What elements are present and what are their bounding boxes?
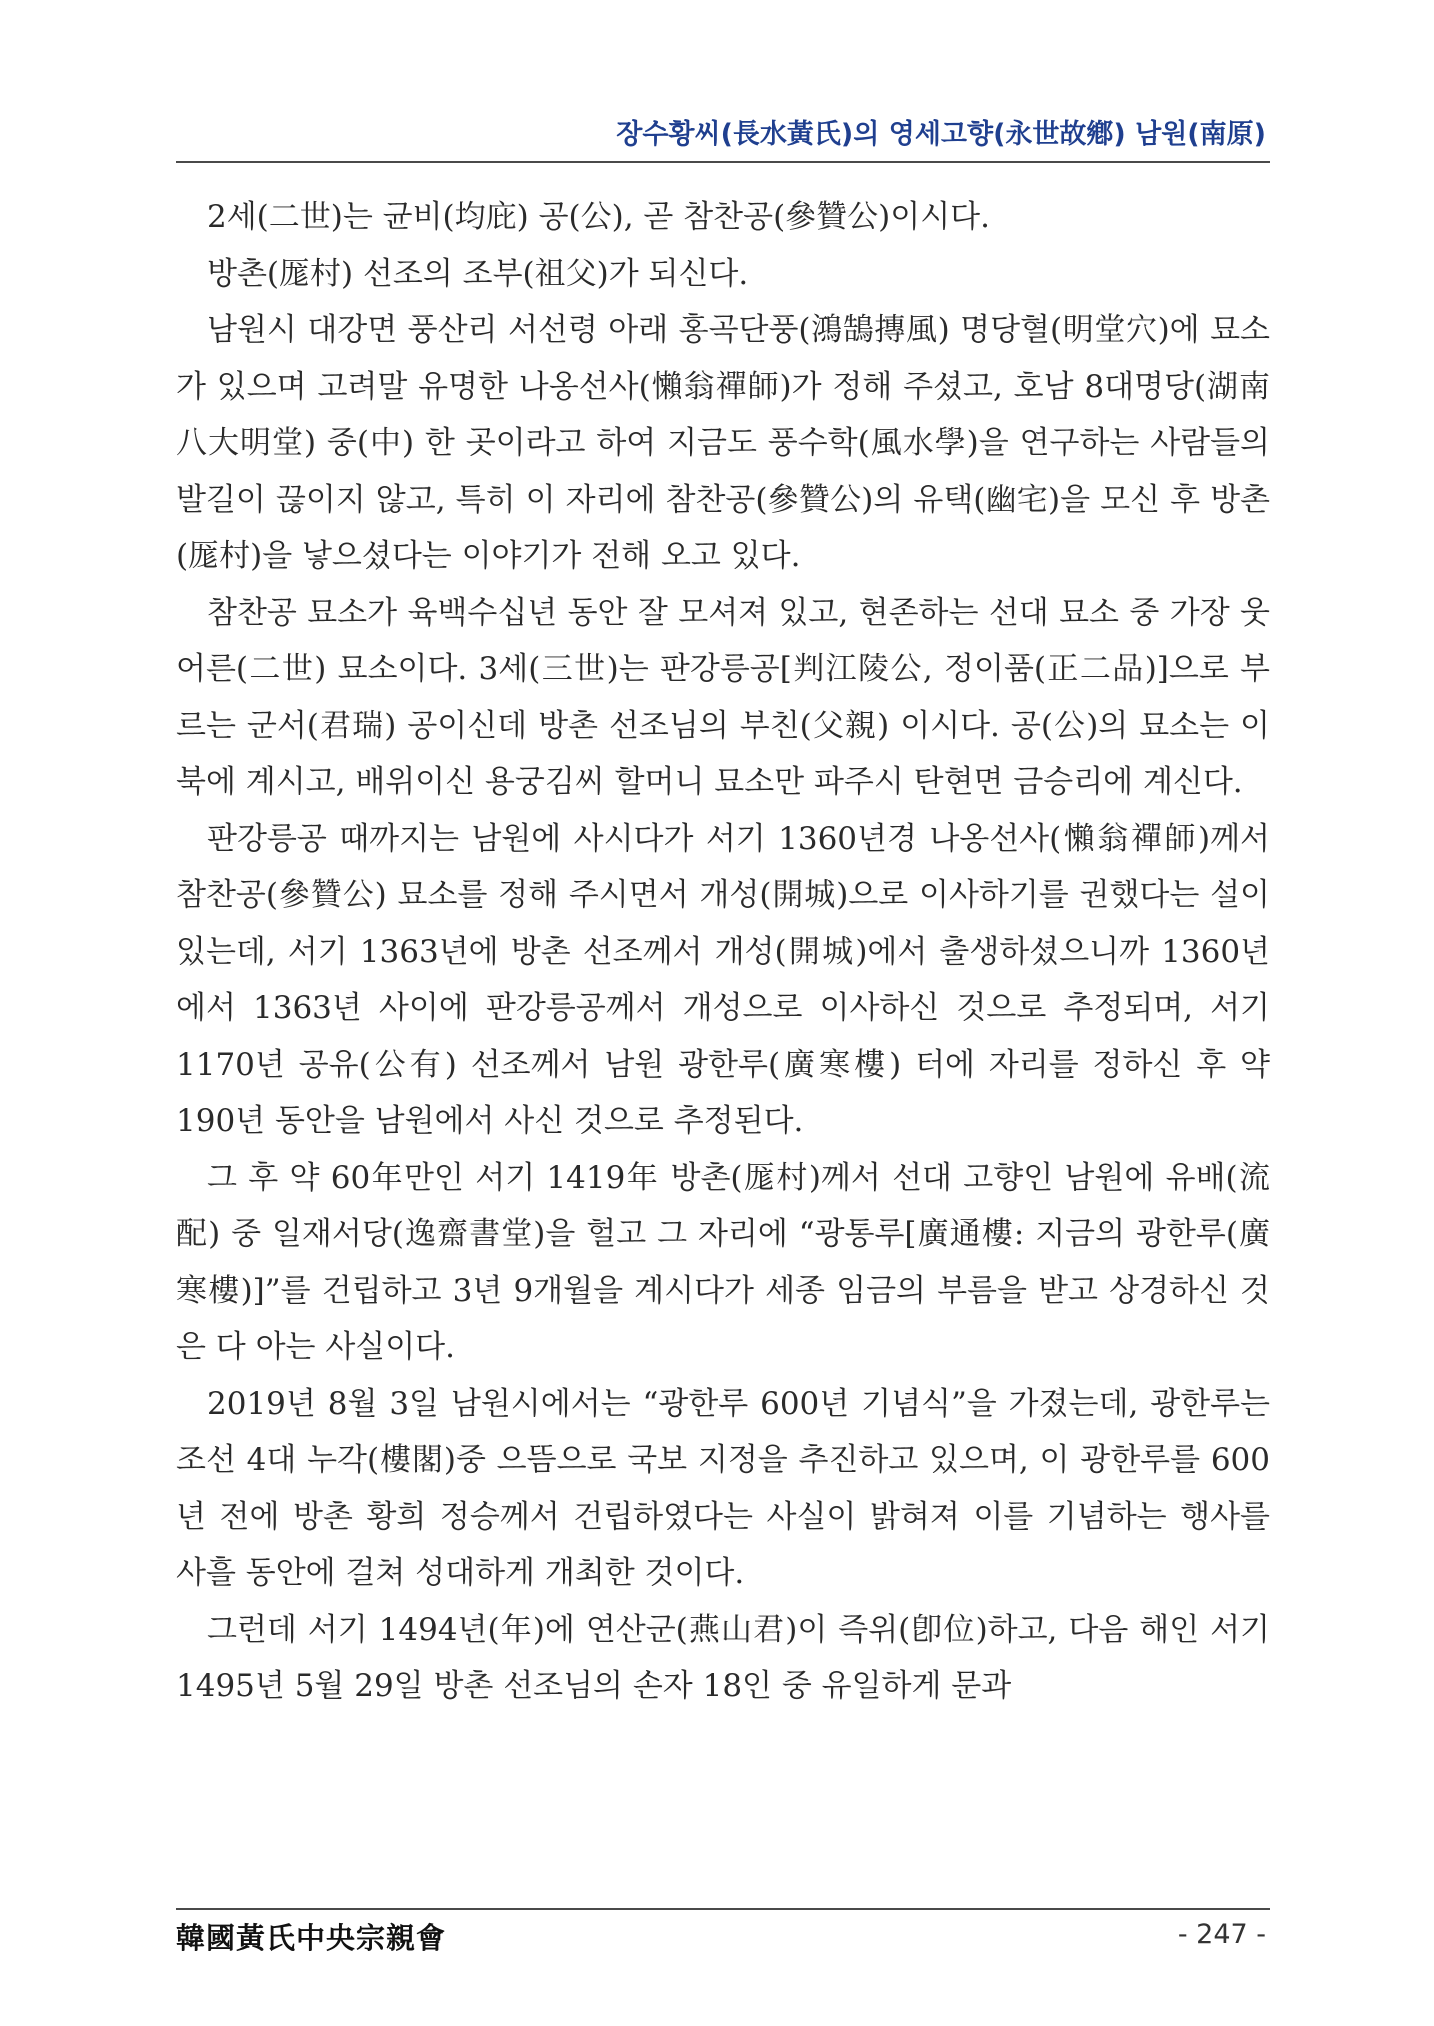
paragraph: 남원시 대강면 풍산리 서선령 아래 홍곡단풍(鴻鵠摶風) 명당혈(明堂穴)에 묘소가 있으며 고려말 유명한 나옹선사(懶翁禪師)가 정해 주셨고, 호남 8대명당(湖南八大明堂) 중(中) 한 곳이라고 하여 지금도 풍수학(風水學)을 연구하는 사람들의 발길이 끊이지 않고, 특히 이 자리에 참찬공(參贊公)의 유택(幽宅)을 모신 후 방촌(厖村)을 낳으셨다는 이야기가 전해 오고 있다. — [176, 312, 1270, 574]
paragraph: 참찬공 묘소가 육백수십년 동안 잘 모셔져 있고, 현존하는 선대 묘소 중 가장 웃어른(二世) 묘소이다. 3세(三世)는 판강릉공[判江陵公, 정이품(正二品)]으로 부르는 군서(君瑞) 공이신데 방촌 선조님의 부친(父親) 이시다. 공(公)의 묘소는 이북에 계시고, 배위이신 용궁김씨 할머니 묘소만 파주시 탄현면 금승리에 계신다. — [176, 594, 1270, 800]
header-divider — [176, 161, 1270, 163]
footer-organization: 韓國黃氏中央宗親會 — [176, 1921, 447, 1955]
paragraph: 판강릉공 때까지는 남원에 사시다가 서기 1360년경 나옹선사(懶翁禪師)께서 참찬공(參贊公) 묘소를 정해 주시면서 개성(開城)으로 이사하기를 권했다는 설이 있는데, 서기 1363년에 방촌 선조께서 개성(開城)에서 출생하셨으니까 1360년에서 1363년 사이에 판강릉공께서 개성으로 이사하신 것으로 추정되며, 서기 1170년 공유(公有) 선조께서 남원 광한루(廣寒樓) 터에 자리를 정하신 후 약 190년 동안을 남원에서 사신 것으로 추정된다. — [176, 820, 1270, 1139]
footer-divider — [176, 1908, 1270, 1910]
running-header-title: 장수황씨(長水黃氏)의 영세고향(永世故鄕) 남원(南原) — [616, 119, 1266, 150]
paragraph: 2세(二世)는 균비(均庇) 공(公), 곧 참찬공(參贊公)이시다. — [207, 199, 990, 235]
body-text — [176, 189, 1270, 1715]
paragraph: 그런데 서기 1494년(年)에 연산군(燕山君)이 즉위(卽位)하고, 다음 해인 서기 1495년 5월 29일 방촌 선조님의 손자 18인 중 유일하게 문과 — [176, 1611, 1270, 1704]
page-number: - 247 - — [1177, 1919, 1266, 1950]
paragraph: 방촌(厖村) 선조의 조부(祖父)가 되신다. — [207, 255, 749, 292]
paragraph: 그 후 약 60年만인 서기 1419年 방촌(厖村)께서 선대 고향인 남원에 유배(流配) 중 일재서당(逸齋書堂)을 헐고 그 자리에 “광통루[廣通樓: 지금의 광한루(廣寒樓)]”를 건립하고 3년 9개월을 계시다가 세종 임금의 부름을 받고 상경하신 것은 다 아는 사실이다. — [176, 1159, 1270, 1365]
paragraph: 2019년 8월 3일 남원시에서는 “광한루 600년 기념식”을 가졌는데, 광한루는 조선 4대 누각(樓閣)중 으뜸으로 국보 지정을 추진하고 있으며, 이 광한루를 600년 전에 방촌 황희 정승께서 건립하였다는 사실이 밝혀져 이를 기념하는 행사를 사흘 동안에 걸쳐 성대하게 개최한 것이다. — [176, 1385, 1270, 1591]
